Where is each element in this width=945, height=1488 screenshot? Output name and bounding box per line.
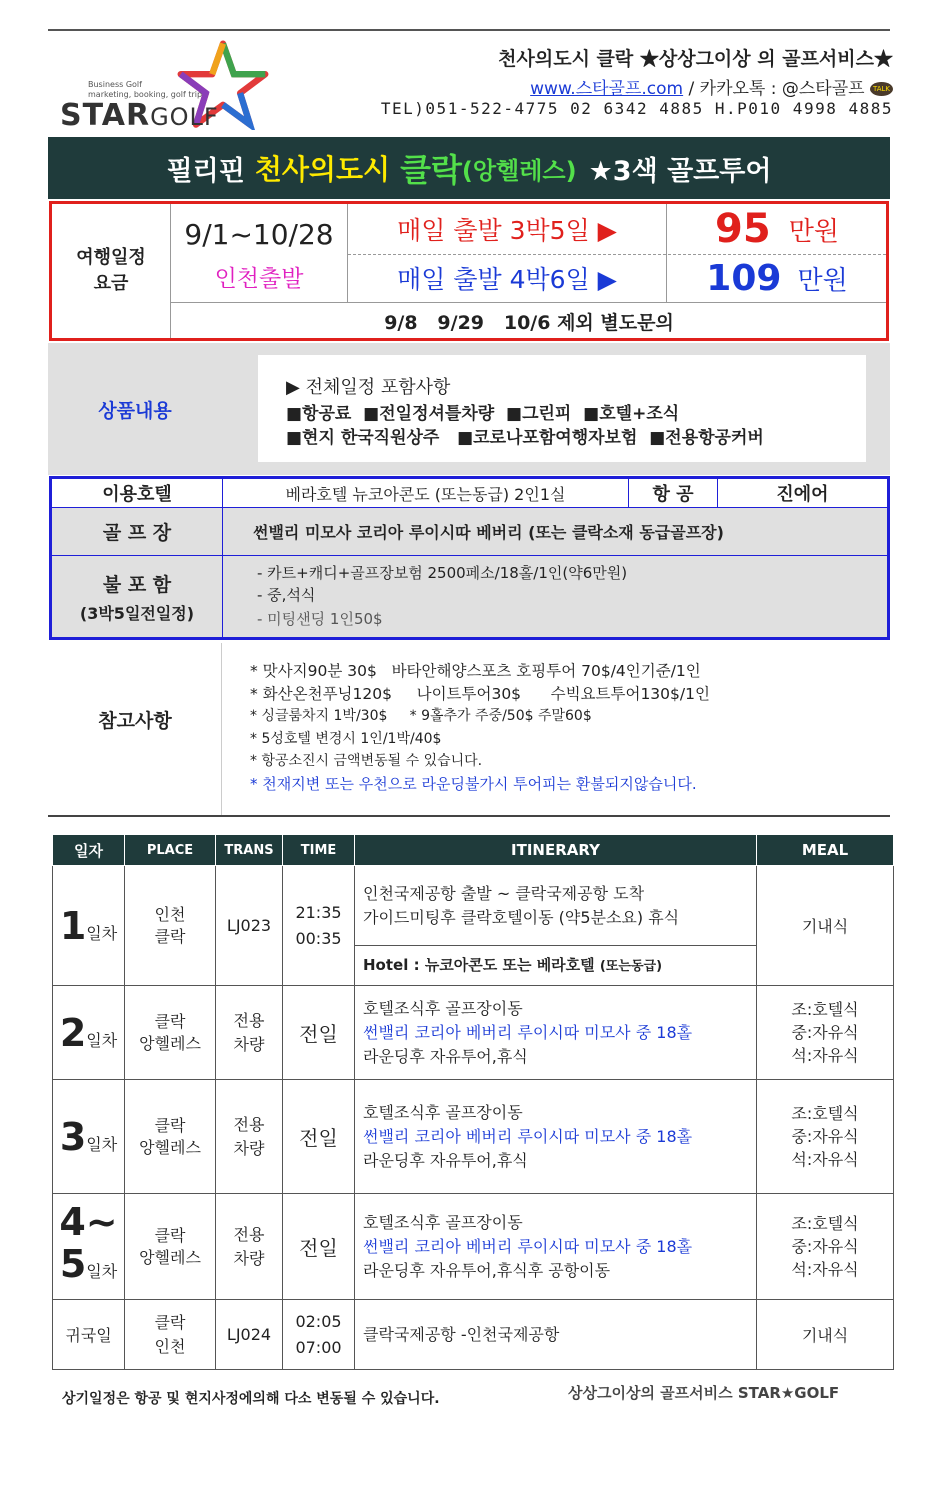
meal-cell: 조:호텔식 중:자유식 석:자유식	[757, 1080, 894, 1194]
meal-cell: 기내식	[757, 866, 894, 986]
product-line-1: ■항공료 ■전일정셔틀차량 ■그린피 ■호텔+조식	[286, 404, 680, 424]
price-box	[49, 201, 889, 341]
place-cell: 클락 앙헬레스	[125, 1194, 216, 1300]
exclusion-item: - 중,석식	[257, 586, 316, 604]
logo-tagline: Business Golf	[88, 80, 142, 89]
meal-cell: 조:호텔식 중:자유식 석:자유식	[757, 1194, 894, 1300]
meal-cell: 조:호텔식 중:자유식 석:자유식	[757, 986, 894, 1080]
hotel-value: 베라호텔 뉴코아콘도 (또는동급) 2인1실	[285, 484, 566, 504]
departure: 인천출발	[214, 265, 304, 292]
itinerary-cell: 인천국제공항 출발 ~ 클락국제공항 도착 가이드미팅후 클락호텔이동 (약5분소요) 휴식	[355, 866, 757, 946]
option-4n6d: 매일 출발 4박6일 ▶	[397, 265, 617, 294]
kakao-id: / 카카오톡 : @스타골프	[688, 79, 865, 99]
talk-icon: TALK	[870, 82, 893, 96]
header-tel: TEL)051-522-4775 02 6342 4885 H.P010 4998 4885	[380, 99, 893, 118]
banner-prefix: 필리핀	[166, 155, 245, 187]
footer-disclaimer: 상기일정은 항공 및 현지사정에의해 다소 변동될 수 있습니다.	[62, 1391, 440, 1407]
price-3n5d: 95 만원	[715, 206, 839, 252]
place-cell: 클락 앙헬레스	[125, 1080, 216, 1194]
price-4n6d: 109 만원	[706, 257, 848, 299]
day-cell: 4~ 5일차	[53, 1194, 125, 1300]
time-cell: 전일	[283, 986, 355, 1080]
note-item: * 맛사지90분 30$ 바타안해양스포츠 호핑투어 70$/4인기준/1인	[250, 662, 701, 680]
air-label: 항 공	[652, 484, 694, 505]
banner-place-sub: (앙헬레스)	[461, 156, 577, 185]
section-divider	[48, 815, 890, 817]
note-item: * 5성호텔 변경시 1인/1박/40$	[250, 730, 442, 747]
notes-list	[250, 660, 710, 795]
itinerary-cell: 호텔조식후 골프장이동 썬밸리 코리아 베버리 루이시따 미모사 중 18홀 라운딩후 자유투어,휴식	[355, 986, 757, 1080]
top-rule	[48, 29, 890, 31]
table-row	[53, 1080, 894, 1194]
title-banner	[48, 137, 890, 199]
hotel-cell: Hotel : 뉴코아콘도 또는 베라호텔 (또는동급)	[355, 946, 757, 986]
trans-cell: 전용 차량	[216, 1194, 283, 1300]
meal-cell: 기내식	[757, 1300, 894, 1370]
trans-cell: 전용 차량	[216, 986, 283, 1080]
product-heading: ▶ 전체일정 포함사항	[286, 377, 451, 398]
note-item: * 싱글룸차지 1박/30$ * 9홀추가 주중/50$ 주말60$	[250, 708, 592, 724]
col-header-day: 일자	[53, 835, 125, 866]
logo-tagline-2: marketing, booking, golf trip	[88, 90, 203, 99]
golf-value: 썬밸리 미모사 코리아 루이시따 베버리 (또는 클락소재 동급골프장)	[223, 508, 887, 555]
place-cell: 클락 앙헬레스	[125, 986, 216, 1080]
day-cell: 3일차	[53, 1080, 125, 1194]
itinerary-cell: 클락국제공항 -인천국제공항	[355, 1300, 757, 1370]
itinerary-table	[52, 834, 894, 1370]
time-cell: 전일	[283, 1194, 355, 1300]
period: 9/1~10/28	[184, 217, 334, 251]
time-cell: 전일	[283, 1080, 355, 1194]
note-item: * 항공소진시 금액변동될 수 있습니다.	[250, 753, 483, 769]
info-box	[49, 476, 890, 640]
itinerary-cell: 호텔조식후 골프장이동 썬밸리 코리아 베버리 루이시따 미모사 중 18홀 라운딩후 자유투어,휴식	[355, 1080, 757, 1194]
header-contact	[530, 74, 893, 99]
header-title: 천사의도시 클락 ★상상그이상 의 골프서비스★	[498, 48, 893, 70]
banner-suffix: ★3색 골프투어	[588, 155, 772, 187]
stargolf-logo	[58, 40, 288, 135]
col-header-trans: TRANS	[216, 835, 283, 866]
air-value: 진에어	[776, 484, 829, 505]
day-cell: 1일차	[53, 866, 125, 986]
place-cell: 인천 클락	[125, 866, 216, 986]
golf-label: 골 프 장	[52, 508, 222, 555]
day-cell: 귀국일	[53, 1300, 125, 1370]
exclusion-item: - 미팅샌딩 1인50$	[257, 610, 383, 628]
notes-label: 참고사항	[98, 710, 172, 732]
itinerary-header-row	[53, 835, 894, 866]
logo-brand: STARGOLF	[60, 98, 219, 133]
table-row	[53, 866, 894, 946]
product-label: 상품내용	[48, 343, 222, 475]
time-cell: 21:35 00:35	[283, 866, 355, 986]
itinerary-cell: 호텔조식후 골프장이동 썬밸리 코리아 베버리 루이시따 미모사 중 18홀 라운딩후 자유투어,휴식후 공항이동	[355, 1194, 757, 1300]
place-cell: 클락 인천	[125, 1300, 216, 1370]
trans-cell: LJ023	[216, 866, 283, 986]
banner-city: 천사의도시	[254, 153, 391, 186]
excluded-dates-note: 9/8 9/29 10/6 제외 별도문의	[384, 311, 674, 334]
day-cell: 2일차	[53, 986, 125, 1080]
trans-cell: 전용 차량	[216, 1080, 283, 1194]
exclusion-item: - 카트+캐디+골프장보험 2500페소/18홀/1인(약6만원)	[257, 564, 628, 582]
time-cell: 02:05 07:00	[283, 1300, 355, 1370]
schedule-label: 여행일정 요금	[76, 247, 146, 294]
table-row	[53, 1300, 894, 1370]
table-row	[53, 986, 894, 1080]
exclusions-label: 불 포 함 (3박5일전일정)	[52, 556, 222, 637]
banner-place: 클락	[400, 151, 462, 189]
col-header-time: TIME	[283, 835, 355, 866]
note-item: * 화산온천푸닝120$ 나이트투어30$ 수빅요트투어130$/1인	[250, 684, 710, 703]
col-header-itinerary: ITINERARY	[355, 835, 757, 866]
note-item: * 천재지변 또는 우천으로 라운딩불가시 투어피는 환불되지않습니다.	[250, 774, 697, 793]
table-row	[53, 1194, 894, 1300]
website-link[interactable]: www.스타골프.com	[530, 79, 684, 99]
footer-brand: 상상그이상의 골프서비스 STAR★GOLF	[568, 1384, 840, 1402]
col-header-place: PLACE	[125, 835, 216, 866]
option-3n5d: 매일 출발 3박5일 ▶	[397, 216, 617, 245]
product-line-2: ■현지 한국직원상주 ■코로나포함여행자보험 ■전용항공커버	[286, 428, 764, 448]
exclusions-list	[223, 556, 887, 637]
col-header-meal: MEAL	[757, 835, 894, 866]
hotel-label: 이용호텔	[102, 484, 172, 505]
product-contents-box	[258, 355, 866, 462]
trans-cell: LJ024	[216, 1300, 283, 1370]
